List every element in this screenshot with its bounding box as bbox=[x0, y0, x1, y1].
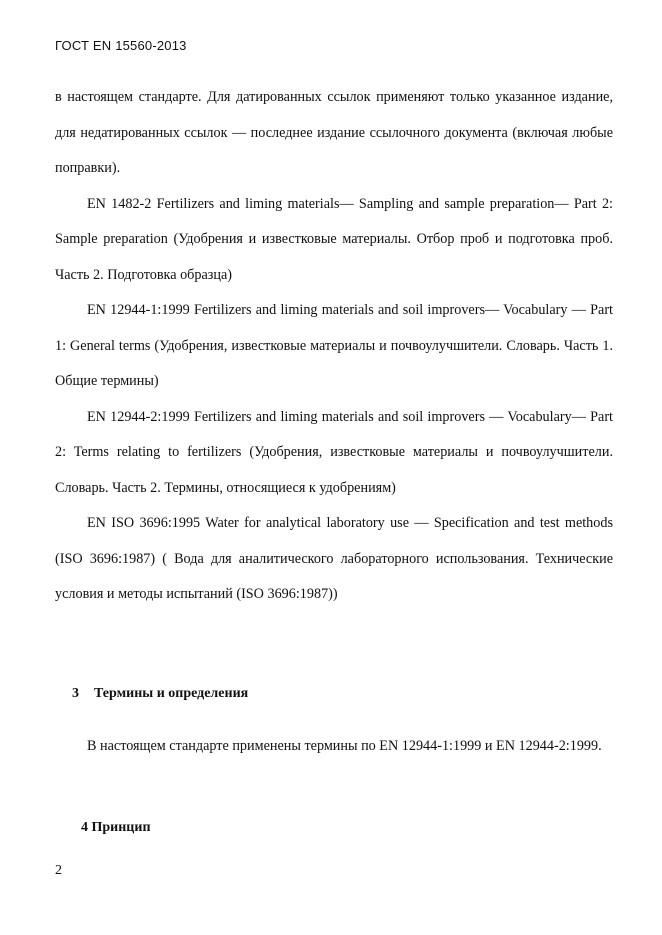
reference-en-iso-3696: EN ISO 3696:1995 Water for analytical laboratory use — Specification and test methods (ISO 3696:1987) ( Вода для аналитического лабораторного использования. Технические условия и методы испытаний (ISO 3696:1987)) bbox=[55, 515, 613, 602]
section-3-body bbox=[55, 729, 613, 765]
reference-en-12944-2: EN 12944-2:1999 Fertilizers and liming materials and soil improvers — Vocabulary— Part 2: Terms relating to fertilizers (Удобрения, известковые материалы и почвоулучшители. Словарь. Часть 2. Термины, относящиеся к удобрениям) bbox=[55, 408, 613, 496]
reference-en-12944-1: EN 12944-1:1999 Fertilizers and liming materials and soil improvers— Vocabulary — Part 1: General terms (Удобрения, известковые материалы и почвоулучшители. Словарь. Часть 1. Общие термины) bbox=[55, 302, 613, 389]
section-3-paragraph: В настоящем стандарте применены термины по EN 12944-1:1999 и EN 12944-2:1999. bbox=[87, 738, 602, 754]
page-number: 2 bbox=[55, 863, 62, 878]
reference-en-1482-2: EN 1482-2 Fertilizers and liming materials— Sampling and sample preparation— Part 2: Sample preparation (Удобрения и известковые материалы. Отбор проб и подготовка проб. Часть 2. Подготовка образца) bbox=[55, 195, 613, 283]
document-header: ГОСТ EN 15560-2013 bbox=[55, 38, 187, 53]
section-3-title: Термины и определения bbox=[94, 686, 249, 701]
paragraph-intro: в настоящем стандарте. Для датированных ссылок применяют только указанное издание, для недатированных ссылок — последнее издание ссылочного документа (включая любые поправки). bbox=[55, 89, 613, 176]
section-3-number: 3 bbox=[72, 686, 79, 701]
normative-references-text bbox=[55, 80, 613, 613]
section-4-heading: 4 Принцип bbox=[81, 820, 151, 835]
section-3-heading bbox=[72, 686, 248, 702]
